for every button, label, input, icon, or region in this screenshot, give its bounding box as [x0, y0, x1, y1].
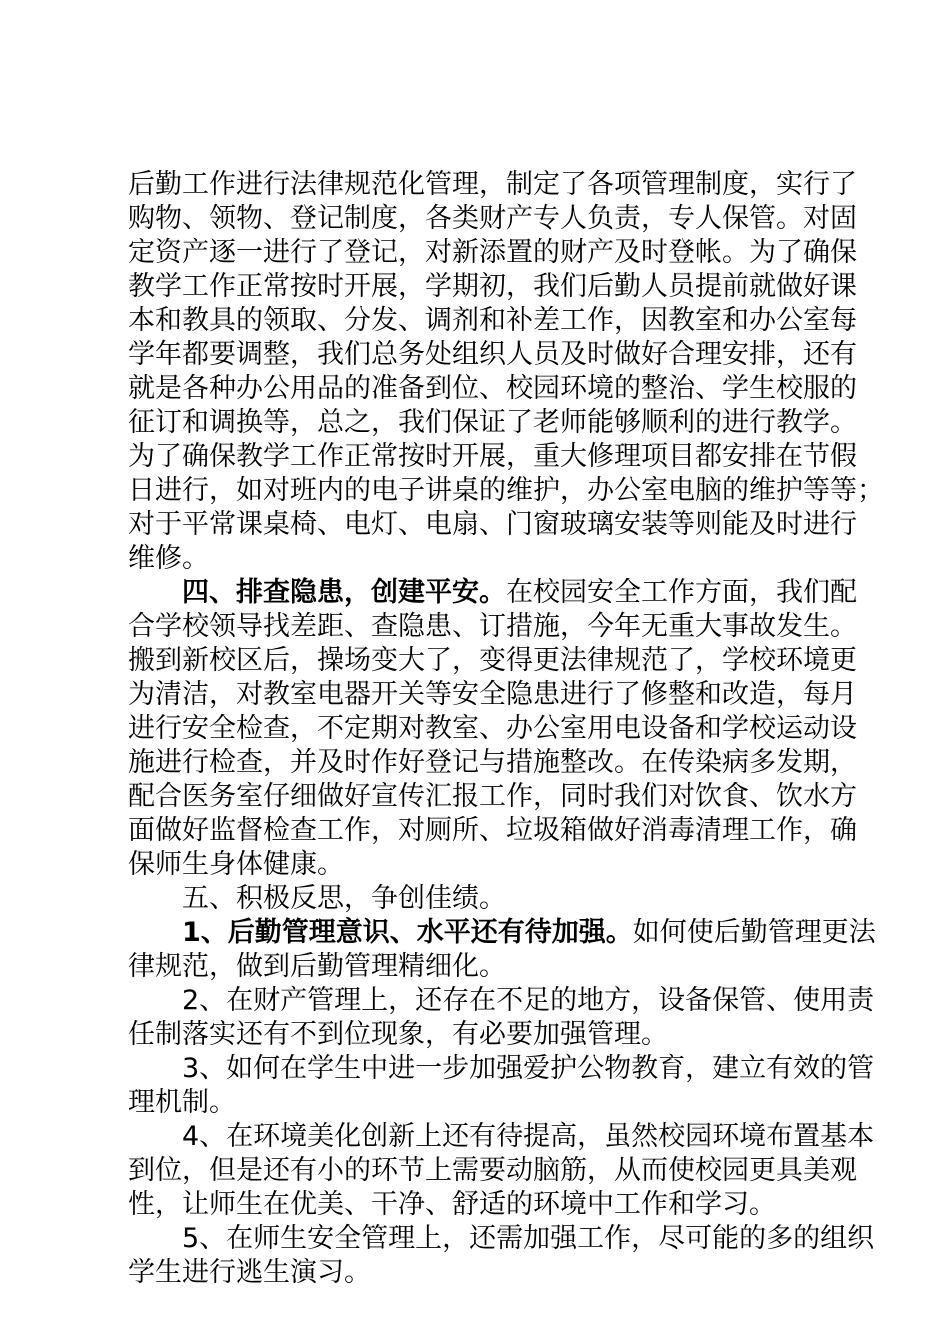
paragraph-line: 就是各种办公用品的准备到位、校园环境的整治、学生校服的	[128, 373, 857, 404]
section-5-item-3-first-line: 3、如何在学生中进一步加强爱护公物教育，建立有效的管	[182, 1053, 875, 1084]
section-4-line: 施进行检查，并及时作好登记与措施整改。在传染病多发期，	[128, 747, 857, 778]
paragraph-line: 对于平常课桌椅、电灯、电扇、门窗玻璃安装等则能及时进行	[128, 509, 857, 540]
section-4-first-line	[128, 576, 857, 610]
paragraph-line: 购物、领物、登记制度，各类财产专人负责，专人保管。对固	[128, 203, 857, 234]
item-1-first-line-text: 如何使后勤管理更法	[632, 917, 876, 948]
item-5-line: 学生进行逃生演习。	[128, 1257, 371, 1288]
item-1-line: 律规范，做到后勤管理精细化。	[128, 951, 506, 982]
section-4-line: 搬到新校区后，操场变大了，变得更法律规范了，学校环境更	[128, 645, 857, 676]
item-2-line: 任制落实还有不到位现象，有必要加强管理。	[128, 1019, 668, 1050]
section-5-heading: 五、积极反思，争创佳绩。	[182, 883, 506, 914]
paragraph-line: 维修。	[128, 543, 209, 574]
item-4-line: 性，让师生在优美、干净、舒适的环境中工作和学习。	[128, 1189, 776, 1220]
item-1-lead: 1、后勤管理意识、水平还有待加强。	[182, 917, 633, 948]
section-4-line: 保师生身体健康。	[128, 849, 344, 880]
section-5-item-1-first-line	[128, 916, 876, 950]
section-4-line: 面做好监督检查工作，对厕所、垃圾箱做好消毒清理工作，确	[128, 815, 857, 846]
paragraph-line: 定资产逐一进行了登记，对新添置的财产及时登帐。为了确保	[128, 237, 857, 268]
paragraph-line: 教学工作正常按时开展，学期初，我们后勤人员提前就做好课	[128, 271, 857, 302]
section-4-heading: 四、排查隐患，创建平安。	[182, 577, 506, 608]
section-4-line: 进行安全检查，不定期对教室、办公室用电设备和学校运动设	[128, 713, 857, 744]
section-4-line: 为清洁，对教室电器开关等安全隐患进行了修整和改造，每月	[128, 679, 857, 710]
section-5-item-4-first-line: 4、在环境美化创新上还有待提高，虽然校园环境布置基本	[182, 1121, 875, 1152]
document-body	[128, 168, 884, 1290]
item-4-line: 到位，但是还有小的环节上需要动脑筋，从而使校园更具美观	[128, 1155, 857, 1186]
section-5-item-5-first-line: 5、在师生安全管理上，还需加强工作，尽可能的多的组织	[182, 1223, 875, 1254]
paragraph-line: 为了确保教学工作正常按时开展，重大修理项目都安排在节假	[128, 441, 857, 472]
section-4-line: 配合医务室仔细做好宣传汇报工作，同时我们对饮食、饮水方	[128, 781, 857, 812]
paragraph-line: 本和教具的领取、分发、调剂和补差工作，因教室和办公室每	[128, 305, 857, 336]
paragraph-line: 征订和调换等，总之，我们保证了老师能够顺利的进行教学。	[128, 407, 857, 438]
paragraph-line: 后勤工作进行法律规范化管理，制定了各项管理制度，实行了	[128, 169, 857, 200]
paragraph-line: 学年都要调整，我们总务处组织人员及时做好合理安排，还有	[128, 339, 857, 370]
item-3-line: 理机制。	[128, 1087, 236, 1118]
paragraph-line: 日进行，如对班内的电子讲桌的维护，办公室电脑的维护等等；	[128, 475, 884, 506]
section-4-line: 合学校领导找差距、查隐患、订措施，今年无重大事故发生。	[128, 611, 857, 642]
section-4-first-line-text: 在校园安全工作方面，我们配	[506, 577, 857, 608]
section-5-item-2-first-line: 2、在财产管理上，还存在不足的地方，设备保管、使用责	[182, 985, 875, 1016]
